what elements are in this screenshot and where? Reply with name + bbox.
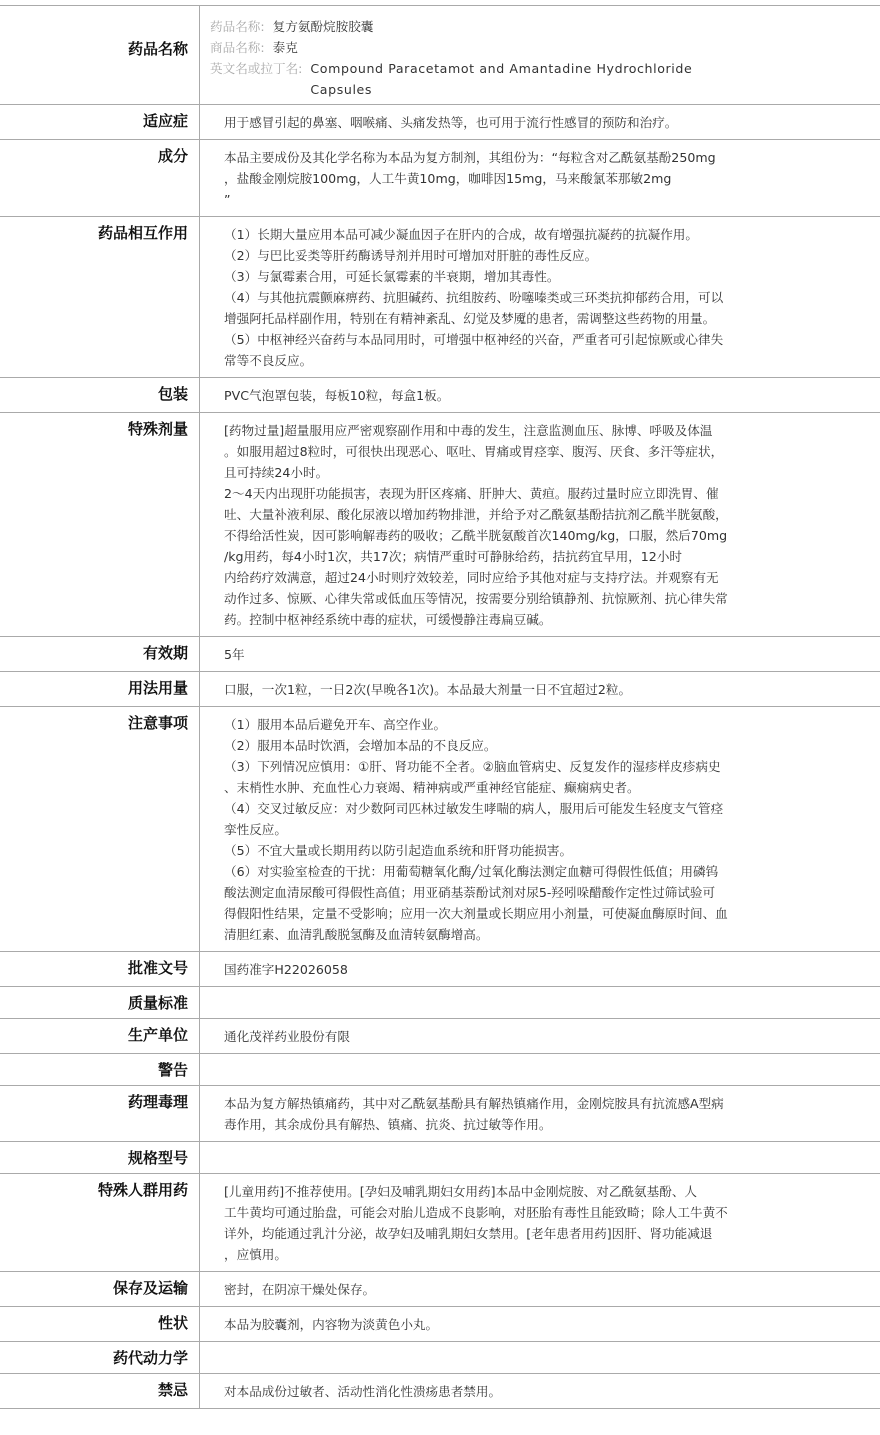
row-label: 特殊人群用药 xyxy=(0,1174,200,1272)
spec-row xyxy=(0,105,880,140)
row-value xyxy=(200,413,880,637)
row-value xyxy=(200,140,880,217)
row-label: 有效期 xyxy=(0,637,200,672)
generic-name-value: 复方氨酚烷胺胶囊 xyxy=(273,16,374,37)
row-paragraph: 5年 xyxy=(224,644,786,665)
row-value xyxy=(200,378,880,413)
row-paragraph: （4）交叉过敏反应：对少数阿司匹林过敏发生哮喘的病人，服用后可能发生轻度支气管痉 挛性反应。 xyxy=(224,798,786,840)
spec-row xyxy=(0,140,880,217)
row-paragraph: （6）对实验室检查的干扰：用葡萄糖氧化酶╱过氧化酶法测定血糖可得假性低值；用磷钨 酸法测定血清尿酸可得假性高值；用亚硝基萘酚试剂对尿5-羟吲哚醋酸作定性过筛试验可 得假阳性结果，定量不受影响；应用一次大剂量或长期应用小剂量，可使凝血酶原时间、血 清胆红素、血清乳酸脱氢酶及血清转氨酶增高。 xyxy=(224,861,786,945)
spec-row xyxy=(0,987,880,1019)
row-value xyxy=(200,1174,880,1272)
spec-row xyxy=(0,1054,880,1086)
spec-row xyxy=(0,1342,880,1374)
english-name-line xyxy=(210,58,786,100)
row-paragraph: （2）与巴比妥类等肝药酶诱导剂并用时可增加对肝脏的毒性反应。 xyxy=(224,245,786,266)
spec-row xyxy=(0,1374,880,1409)
row-paragraph: 本品为复方解热镇痛药，其中对乙酰氨基酚具有解热镇痛作用，金刚烷胺具有抗流感A型病 毒作用，其余成份具有解热、镇痛、抗炎、抗过敏等作用。 xyxy=(224,1093,786,1135)
row-paragraph: （1）长期大量应用本品可减少凝血因子在肝内的合成，故有增强抗凝药的抗凝作用。 xyxy=(224,224,786,245)
row-label: 用法用量 xyxy=(0,672,200,707)
spec-row xyxy=(0,1086,880,1142)
generic-name-line xyxy=(210,16,786,37)
row-value xyxy=(200,1342,880,1374)
row-paragraph: （4）与其他抗震颤麻痹药、抗胆碱药、抗组胺药、吩噻嗪类或三环类抗抑郁药合用，可以 增强阿托品样副作用，特别在有精神紊乱、幻觉及梦魇的患者，需调整这些药物的用量。 xyxy=(224,287,786,329)
trade-name-key: 商品名称: xyxy=(210,37,265,58)
trade-name-value: 泰克 xyxy=(273,37,298,58)
row-paragraph: 口服，一次1粒，一日2次(早晚各1次)。本品最大剂量一日不宜超过2粒。 xyxy=(224,679,786,700)
row-label: 禁忌 xyxy=(0,1374,200,1409)
row-value xyxy=(200,105,880,140)
row-paragraph: 通化茂祥药业股份有限 xyxy=(224,1026,786,1047)
spec-row xyxy=(0,952,880,987)
row-label: 药理毒理 xyxy=(0,1086,200,1142)
row-value xyxy=(200,952,880,987)
row-paragraph: 国药准字H22026058 xyxy=(224,959,786,980)
row-paragraph: （5）中枢神经兴奋药与本品同用时，可增强中枢神经的兴奋，严重者可引起惊厥或心律失 常等不良反应。 xyxy=(224,329,786,371)
row-label: 特殊剂量 xyxy=(0,413,200,637)
row-value xyxy=(200,707,880,952)
row-value xyxy=(200,672,880,707)
row-label: 适应症 xyxy=(0,105,200,140)
row-paragraph: PVC气泡罩包装，每板10粒，每盒1板。 xyxy=(224,385,786,406)
row-value xyxy=(200,217,880,378)
drug-name-block xyxy=(200,6,880,105)
row-value xyxy=(200,1019,880,1054)
spec-row xyxy=(0,217,880,378)
row-paragraph: （3）与氯霉素合用，可延长氯霉素的半衰期，增加其毒性。 xyxy=(224,266,786,287)
row-label: 药代动力学 xyxy=(0,1342,200,1374)
row-paragraph: 本品为胶囊剂，内容物为淡黄色小丸。 xyxy=(224,1314,786,1335)
row-label: 批准文号 xyxy=(0,952,200,987)
row-paragraph: 本品主要成份及其化学名称为本品为复方制剂，其组份为：“每粒含对乙酰氨基酚250mg ，盐酸金刚烷胺100mg，人工牛黄10mg，咖啡因15mg，马来酸氯苯那敏2mg ” xyxy=(224,147,786,210)
generic-name-key: 药品名称: xyxy=(210,16,265,37)
spec-row xyxy=(0,378,880,413)
spec-row xyxy=(0,637,880,672)
row-label: 药品名称 xyxy=(0,6,200,105)
row-value xyxy=(200,1272,880,1307)
spec-row xyxy=(0,672,880,707)
row-value xyxy=(200,1086,880,1142)
row-label: 成分 xyxy=(0,140,200,217)
spec-row xyxy=(0,1019,880,1054)
drug-spec-page xyxy=(0,5,880,1409)
row-paragraph: [药物过量]超量服用应严密观察副作用和中毒的发生，注意监测血压、脉博、呼吸及体温 。如服用超过8粒时，可很快出现恶心、呕吐、胃痛或胃痉挛、腹泻、厌食、多汗等症状， 且可持续24小时。 xyxy=(224,420,786,483)
spec-row xyxy=(0,1272,880,1307)
row-paragraph: 对本品成份过敏者、活动性消化性溃疡患者禁用。 xyxy=(224,1381,786,1402)
row-label: 保存及运输 xyxy=(0,1272,200,1307)
spec-row xyxy=(0,1174,880,1272)
row-value xyxy=(200,1374,880,1409)
row-value xyxy=(200,637,880,672)
row-paragraph: 用于感冒引起的鼻塞、咽喉痛、头痛发热等，也可用于流行性感冒的预防和治疗。 xyxy=(224,112,786,133)
spec-row-drug-name xyxy=(0,6,880,105)
row-value xyxy=(200,987,880,1019)
row-label: 生产单位 xyxy=(0,1019,200,1054)
spec-table-body xyxy=(0,6,880,1409)
row-paragraph: （5）不宜大量或长期用药以防引起造血系统和肝肾功能损害。 xyxy=(224,840,786,861)
row-value xyxy=(200,1142,880,1174)
spec-row xyxy=(0,1142,880,1174)
row-label: 注意事项 xyxy=(0,707,200,952)
row-paragraph: 2～4天内出现肝功能损害，表现为肝区疼痛、肝肿大、黄疸。服药过量时应立即洗胃、催 吐、大量补液利尿、酸化尿液以增加药物排泄，并给予对乙酰氨基酚拮抗剂乙酰半胱氨酸， 不得给活性炭，因可影响解毒药的吸收；乙酰半胱氨酸首次140mg/kg，口服，然后70mg /kg用药，每4小时1次，共17次；病情严重时可静脉给药，拮抗药宜早用，12小时 内给药疗效满意，超过24小时则疗效较差，同时应给予其他对症与支持疗法。并观察有无 动作过多、惊厥、心律失常或低血压等情况，按需要分别给镇静剂、抗惊厥剂、抗心律失常 药。控制中枢神经系统中毒的症状，可缓慢静注毒扁豆碱。 xyxy=(224,483,786,630)
row-label: 规格型号 xyxy=(0,1142,200,1174)
row-label: 警告 xyxy=(0,1054,200,1086)
english-name-value: Compound Paracetamot and Amantadine Hydrochloride Capsules xyxy=(310,58,710,100)
trade-name-line xyxy=(210,37,786,58)
row-paragraph: （2）服用本品时饮酒，会增加本品的不良反应。 xyxy=(224,735,786,756)
row-label: 质量标准 xyxy=(0,987,200,1019)
drug-spec-table xyxy=(0,5,880,1409)
row-label: 药品相互作用 xyxy=(0,217,200,378)
row-paragraph: （3）下列情况应慎用：①肝、肾功能不全者。②脑血管病史、反复发作的湿疹样皮疹病史 、末梢性水肿、充血性心力衰竭、精神病或严重神经官能症、癫痫病史者。 xyxy=(224,756,786,798)
spec-row xyxy=(0,1307,880,1342)
row-label: 性状 xyxy=(0,1307,200,1342)
row-label: 包装 xyxy=(0,378,200,413)
english-name-key: 英文名或拉丁名: xyxy=(210,58,302,100)
row-paragraph: 密封，在阴凉干燥处保存。 xyxy=(224,1279,786,1300)
row-paragraph: [儿童用药]不推荐使用。[孕妇及哺乳期妇女用药]本品中金刚烷胺、对乙酰氨基酚、人 工牛黄均可通过胎盘，可能会对胎儿造成不良影响，对胚胎有毒性且能致畸；除人工牛黄不 详外，均能通过乳汁分泌，故孕妇及哺乳期妇女禁用。[老年患者用药]因肝、肾功能减退 ，应慎用。 xyxy=(224,1181,786,1265)
spec-row xyxy=(0,413,880,637)
row-value xyxy=(200,1307,880,1342)
row-paragraph: （1）服用本品后避免开车、高空作业。 xyxy=(224,714,786,735)
spec-row xyxy=(0,707,880,952)
row-value xyxy=(200,1054,880,1086)
